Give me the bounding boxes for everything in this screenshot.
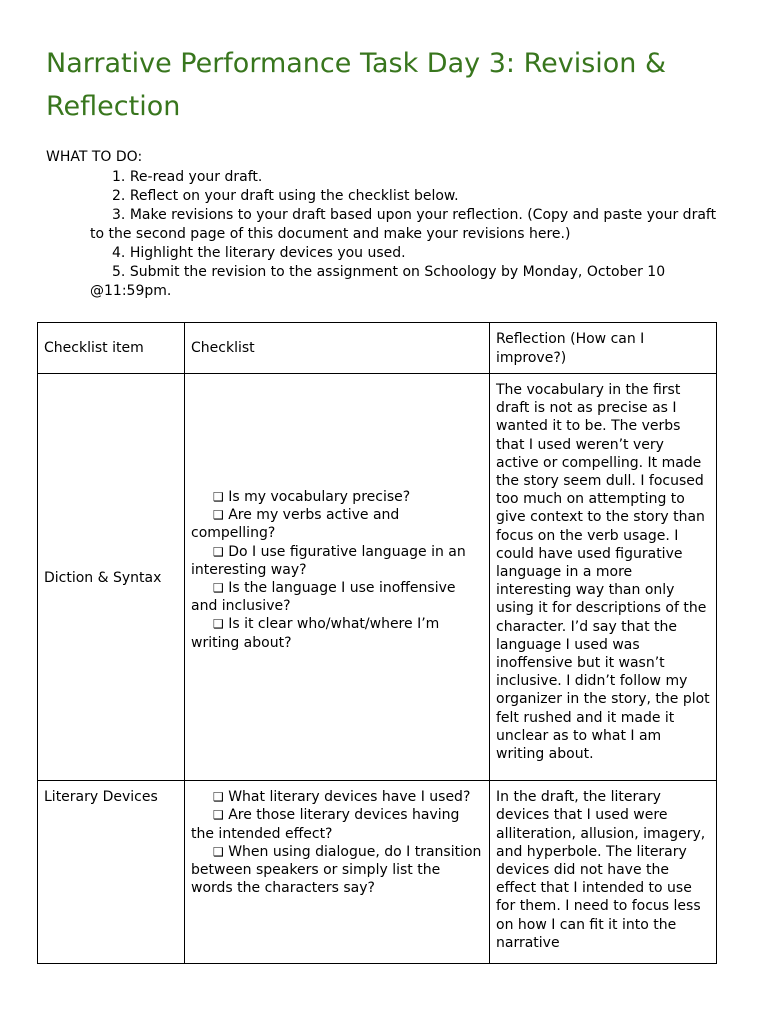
checkbox-icon[interactable]: ❑: [213, 844, 224, 859]
checkbox-icon[interactable]: ❑: [213, 581, 224, 596]
checklist-entry: ❑ What literary devices have I used?: [213, 789, 471, 806]
instruction-steps: [90, 168, 730, 301]
checklist-entry: ❑ Is the language I use inoffensive and inclusive?: [191, 580, 456, 615]
step-item: 2. Reflect on your draft using the checklist below.: [112, 188, 459, 204]
checklist-table: [37, 322, 717, 964]
checkbox-icon[interactable]: ❑: [213, 508, 224, 523]
page-title: Narrative Performance Task Day 3: Revision & Reflection: [46, 48, 667, 122]
table-row: [38, 374, 717, 781]
step-item: 3. Make revisions to your draft based upon your reflection. (Copy and paste your draft to the second page of this document and make your revisions here.): [90, 207, 717, 242]
row-item-label: Literary Devices: [38, 781, 185, 964]
checklist-entry: ❑ Do I use figurative language in an interesting way?: [191, 543, 466, 578]
checkbox-icon[interactable]: ❑: [213, 790, 224, 805]
step-item: 5. Submit the revision to the assignment on Schoology by Monday, October 10 @11:59pm.: [90, 264, 666, 299]
table-row: [38, 781, 717, 964]
checklist-entry: ❑ When using dialogue, do I transition between speakers or simply list the words the characters say?: [191, 843, 482, 897]
checkbox-icon[interactable]: ❑: [213, 544, 224, 559]
checkbox-icon[interactable]: ❑: [213, 617, 224, 632]
header-checklist: Checklist: [185, 323, 490, 374]
checklist-entry: ❑ Are my verbs active and compelling?: [191, 507, 400, 542]
checklist-cell: [185, 374, 490, 781]
reflection-cell: In the draft, the literary devices that I used were alliteration, allusion, imagery, and hyperbole. The literary devices did not have the effect that I intended to use for them. I need to focus less on how I can fit it into the narrative: [490, 781, 717, 964]
table-header-row: [38, 323, 717, 374]
checklist-cell: [185, 781, 490, 964]
checkbox-icon[interactable]: ❑: [213, 490, 224, 504]
reflection-cell: The vocabulary in the first draft is not as precise as I wanted it to be. The verbs that I used weren’t very active or compelling. It made the story seem dull. I focused too much on attempting to give context to the story than focus on the verb usage. I could have used figurative language in a more interesting way than only using it for descriptions of the character. I’d say that the language I used was inoffensive but it wasn’t inclusive. I didn’t follow my organizer in the story, the plot felt rushed and it made it unclear as to what I am writing about.: [490, 374, 717, 781]
checklist-entry: ❑ Is my vocabulary precise?: [213, 489, 411, 505]
checkbox-icon[interactable]: ❑: [213, 808, 224, 823]
header-reflection: Reflection (How can I improve?): [490, 323, 717, 374]
what-to-do-label: WHAT TO DO:: [46, 149, 143, 165]
checklist-entry: ❑ Is it clear who/what/where I’m writing about?: [191, 616, 440, 651]
header-checklist-item: Checklist item: [38, 323, 185, 374]
row-item-label: Diction & Syntax: [38, 374, 185, 781]
checklist-entry: ❑ Are those literary devices having the intended effect?: [191, 807, 460, 842]
step-item: 1. Re-read your draft.: [112, 169, 263, 185]
step-item: 4. Highlight the literary devices you used.: [112, 245, 406, 261]
